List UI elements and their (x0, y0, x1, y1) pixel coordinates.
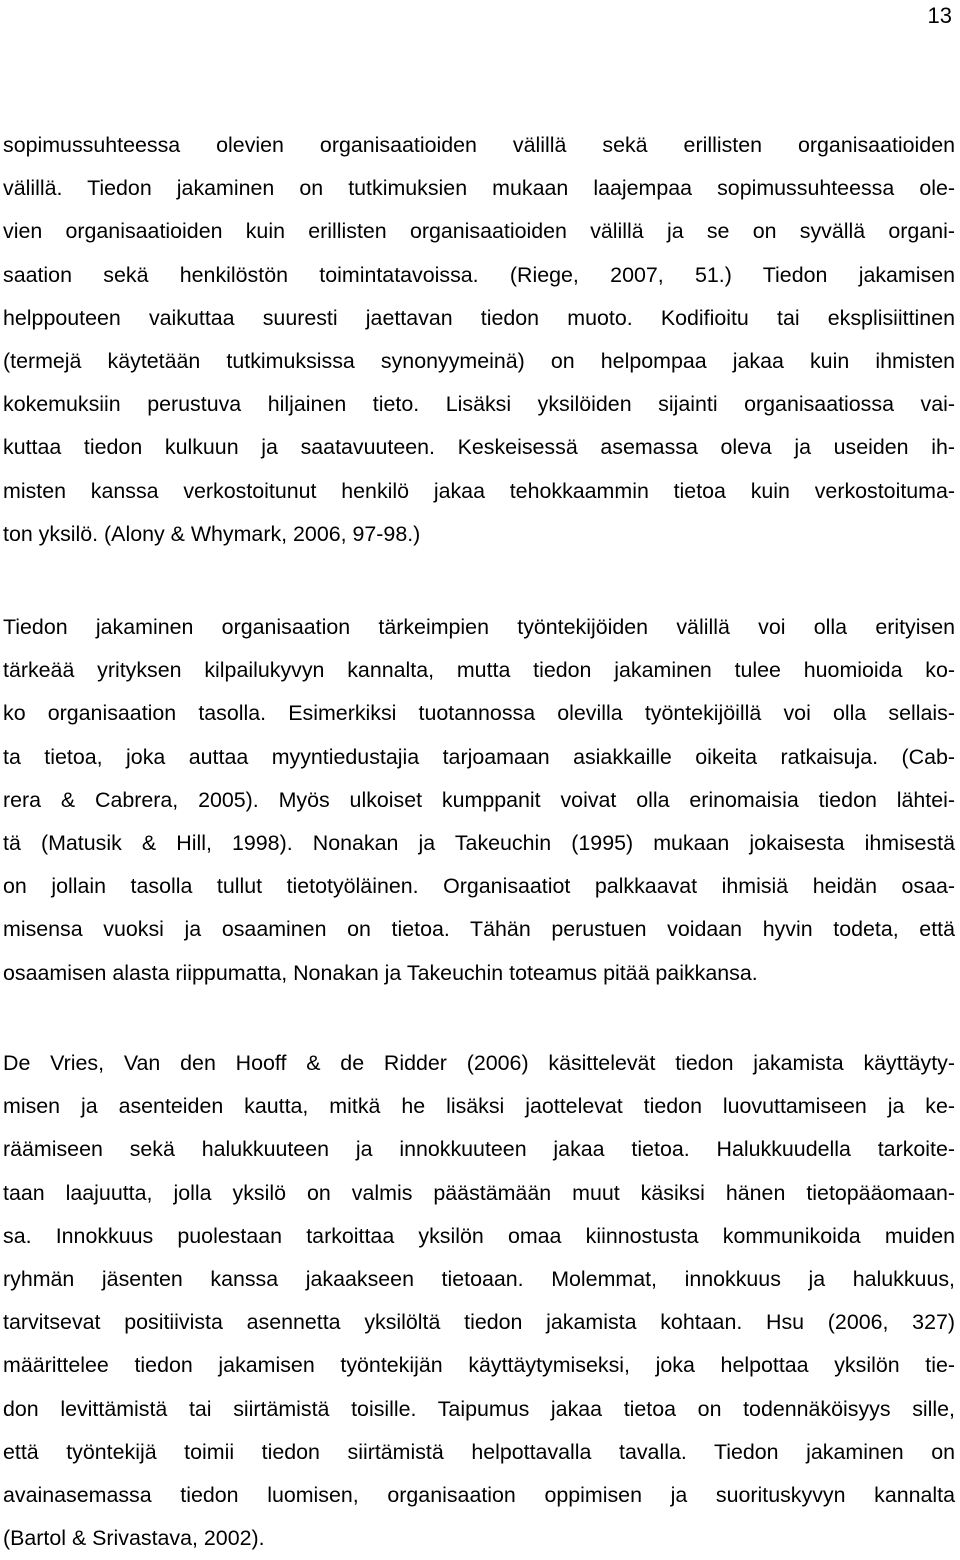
text-line: avainasemassa tiedon luomisen, organisaation oppimisen ja suorituskyvyn kannalta (3, 1482, 955, 1507)
text-line: De Vries, Van den Hooff & de Ridder (2006) käsittelevät tiedon jakamista käyttäyty- (3, 1051, 955, 1075)
text-line: räämiseen sekä halukkuuteen ja innokkuuteen jakaa tietoa. Halukkuudella tarkoite- (3, 1137, 955, 1162)
text-line: kokemuksiin perustuva hiljainen tieto. Lisäksi yksilöiden sijainti organisaatiossa vai- (3, 392, 955, 417)
text-line: saation sekä henkilöstön toimintatavoissa. (Riege, 2007, 51.) Tiedon jakamisen (3, 262, 955, 287)
text-line: taan laajuutta, jolla yksilö on valmis päästämään muut käsiksi hänen tietopääomaan- (3, 1180, 955, 1205)
paragraph-2 (3, 606, 955, 995)
text-line: kuttaa tiedon kulkuun ja saatavuuteen. Keskeisessä asemassa oleva ja useiden ih- (3, 435, 955, 460)
text-line: välillä. Tiedon jakaminen on tutkimuksien mukaan laajempaa sopimussuhteessa ole- (3, 176, 955, 201)
text-line: määrittelee tiedon jakamisen työntekijän käyttäytymiseksi, joka helpottaa yksilön tie- (3, 1353, 955, 1378)
text-line: on jollain tasolla tullut tietotyöläinen. Organisaatiot palkkaavat ihmisiä heidän osaa- (3, 874, 955, 899)
text-line: (Bartol & Srivastava, 2002). (3, 1526, 265, 1551)
page-number: 13 (927, 3, 952, 28)
text-line: osaamisen alasta riippumatta, Nonakan ja Takeuchin toteamus pitää paikkansa. (3, 960, 758, 985)
text-line: Tiedon jakaminen organisaation tärkeimpien työntekijöiden välillä voi olla erityisen (3, 615, 955, 639)
text-line: rera & Cabrera, 2005). Myös ulkoiset kumppanit voivat olla erinomaisia tiedon lähtei- (3, 787, 955, 812)
text-line: sa. Innokkuus puolestaan tarkoittaa yksilön omaa kiinnostusta kommunikoida muiden (3, 1223, 955, 1248)
text-line: tä (Matusik & Hill, 1998). Nonakan ja Takeuchin (1995) mukaan jokaisesta ihmisestä (3, 830, 955, 855)
text-line: vien organisaatioiden kuin erillisten organisaatioiden välillä ja se on syvällä organi- (3, 219, 955, 244)
paragraph-1 (3, 124, 955, 556)
text-line: että työntekijä toimii tiedon siirtämistä helpottavalla tavalla. Tiedon jakaminen on (3, 1439, 955, 1464)
text-line: ryhmän jäsenten kanssa jakaakseen tietoaan. Molemmat, innokkuus ja halukkuus, (3, 1266, 955, 1291)
text-line: don levittämistä tai siirtämistä toisille. Taipumus jakaa tietoa on todennäköisyys sille, (3, 1396, 955, 1421)
text-line: ta tietoa, joka auttaa myyntiedustajia tarjoamaan asiakkaille oikeita ratkaisuja. (Cab- (3, 744, 955, 769)
text-line: misen ja asenteiden kautta, mitkä he lisäksi jaottelevat tiedon luovuttamiseen ja ke- (3, 1094, 955, 1119)
paragraph-3 (3, 1042, 955, 1560)
text-line: ton yksilö. (Alony & Whymark, 2006, 97-98.) (3, 521, 421, 546)
text-line: sopimussuhteessa olevien organisaatioiden välillä sekä erillisten organisaatioiden (3, 133, 955, 157)
text-line: misten kanssa verkostoitunut henkilö jakaa tehokkaammin tietoa kuin verkostoitumа- (3, 478, 955, 503)
text-line: misensa vuoksi ja osaaminen on tietoa. Tähän perustuen voidaan hyvin todeta, että (3, 917, 955, 942)
text-line: ko organisaation tasolla. Esimerkiksi tuotannossa olevilla työntekijöillä voi olla sellais- (3, 701, 955, 726)
text-line: tarvitsevat positiivista asennetta yksilöltä tiedon jakamista kohtaan. Hsu (2006, 327) (3, 1310, 955, 1335)
text-line: (termejä käytetään tutkimuksissa synonyymeinä) on helpompaa jakaa kuin ihmisten (3, 348, 955, 373)
text-line: tärkeää yrityksen kilpailukyvyn kannalta, mutta tiedon jakaminen tulee huomioida ko- (3, 658, 955, 683)
text-line: helppouteen vaikuttaa suuresti jaettavan tiedon muoto. Kodifioitu tai eksplisiittinen (3, 305, 955, 330)
